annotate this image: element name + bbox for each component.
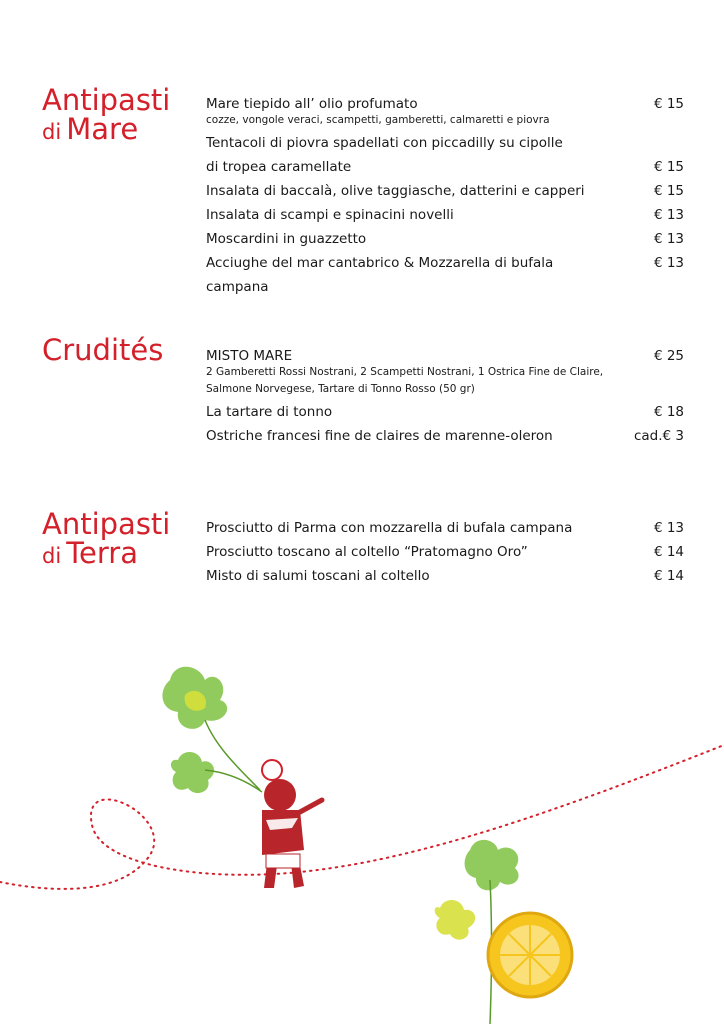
item-name: Prosciutto di Parma con mozzarella di bufala campana (206, 520, 573, 536)
menu-item (206, 203, 684, 227)
menu-items (206, 516, 684, 588)
herb-leaves-icon (162, 667, 262, 793)
item-price: € 18 (653, 404, 684, 420)
item-price: € 13 (653, 231, 684, 247)
menu-items (206, 92, 684, 299)
item-price: € 15 (653, 159, 684, 175)
title-word: Terra (66, 536, 139, 570)
dotted-line (0, 745, 724, 889)
item-name: Insalata di baccalà, olive taggiasche, datterini e capperi (206, 183, 585, 199)
item-name: Prosciutto toscano al coltello “Pratomagno Oro” (206, 544, 528, 560)
item-price: € 13 (653, 520, 684, 536)
chef-bear-icon (262, 760, 322, 888)
item-name: Insalata di scampi e spinacini novelli (206, 207, 454, 223)
decorative-illustration (0, 650, 724, 1024)
item-name: Moscardini in guazzetto (206, 231, 367, 247)
title-line1: Antipasti (42, 507, 171, 541)
menu-item (206, 179, 684, 203)
menu-item (206, 344, 684, 398)
item-desc: cozze, vongole veraci, scampetti, gamberetti, calmaretti e piovra (206, 114, 550, 126)
item-price: € 13 (653, 255, 684, 271)
menu-item (206, 424, 684, 448)
item-name: Acciughe del mar cantabrico & Mozzarella di bufala campana (206, 255, 554, 295)
item-name: di tropea caramellate (206, 159, 352, 175)
item-price: € 25 (653, 348, 684, 364)
menu-item (206, 92, 684, 129)
title-prefix: di (42, 544, 62, 568)
menu-item (206, 400, 684, 424)
lemon-icon (435, 840, 572, 1024)
item-desc: 2 Gamberetti Rossi Nostrani, 2 Scampetti Nostrani, 1 Ostrica Fine de Claire, Salmone Norvegese, Tartare di Tonno Rosso (50 gr) (206, 366, 604, 395)
item-name: Mare tiepido all’ olio profumato (206, 96, 418, 112)
item-name: MISTO MARE (206, 348, 293, 364)
section-title (42, 333, 164, 367)
item-price: cad.€ 3 (633, 428, 684, 444)
title-word: Mare (66, 112, 139, 146)
menu-item (206, 540, 684, 564)
title-line1: Antipasti (42, 83, 171, 117)
title-line1: Crudités (42, 333, 164, 367)
menu-item (206, 155, 684, 179)
item-name: Misto di salumi toscani al coltello (206, 568, 430, 584)
menu-item (206, 131, 684, 155)
item-price: € 13 (653, 207, 684, 223)
title-prefix: di (42, 120, 62, 144)
menu-items (206, 344, 684, 448)
item-price: € 15 (653, 183, 684, 199)
section-title (42, 83, 171, 146)
item-price: € 14 (653, 544, 684, 560)
section-title (42, 507, 171, 570)
item-price: € 15 (653, 96, 684, 112)
item-name: Ostriche francesi fine de claires de marenne-oleron (206, 428, 553, 444)
item-price: € 14 (653, 568, 684, 584)
item-name: La tartare di tonno (206, 404, 333, 420)
item-name: Tentacoli di piovra spadellati con piccadilly su cipolle (206, 135, 563, 151)
menu-item (206, 564, 684, 588)
menu-item (206, 516, 684, 540)
menu-item (206, 227, 684, 251)
menu-item (206, 251, 684, 299)
